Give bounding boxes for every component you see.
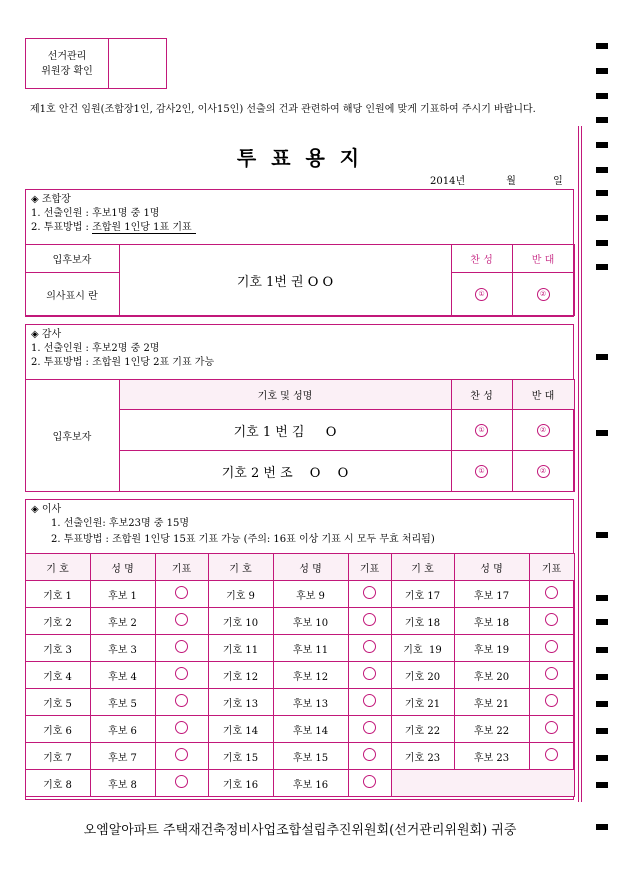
ballot-circle-icon[interactable] [545, 613, 558, 626]
director-rows [25, 581, 574, 797]
vote-cell[interactable] [155, 716, 208, 743]
ballot-circle-icon[interactable] [363, 694, 376, 707]
ballot-circle-icon[interactable] [363, 640, 376, 653]
candidate-name: 후보 2 [90, 608, 155, 635]
scan-mark [596, 264, 608, 270]
ballot-circle-icon[interactable] [175, 667, 188, 680]
scan-mark [596, 755, 608, 761]
vote-cell[interactable] [348, 662, 391, 689]
ballot-circle-icon[interactable] [363, 586, 376, 599]
candidate-name: 후보 4 [90, 662, 155, 689]
agree-vote-cell[interactable] [451, 410, 512, 451]
candidate-number: 기호 9 [208, 581, 273, 608]
vote-cell[interactable] [348, 635, 391, 662]
oppose-vote-cell[interactable] [512, 273, 574, 316]
date-day: 일 [553, 176, 563, 187]
col-no-header: 기 호 [208, 554, 273, 581]
vote-cell[interactable] [155, 635, 208, 662]
confirm-box [25, 38, 167, 89]
chairman-candidate: 기호 1번 권 O O [119, 245, 451, 316]
candidate-number: 기호 1 [25, 581, 90, 608]
intro-text: 제1호 안건 임원(조합장1인, 감사2인, 이사15인) 선출의 건과 관련하여 해당 인원에 맞게 기표하여 주시기 바랍니다. [30, 104, 536, 115]
scan-mark [596, 215, 608, 221]
scan-mark [596, 674, 608, 680]
vote-cell[interactable] [529, 581, 574, 608]
scan-mark [596, 43, 608, 49]
candidate-number: 기호 15 [208, 743, 273, 770]
candidate-name: 후보 1 [90, 581, 155, 608]
scan-mark [596, 68, 608, 74]
candidate-name: 후보 22 [454, 716, 529, 743]
scan-mark [596, 240, 608, 246]
candidate-name: 후보 3 [90, 635, 155, 662]
candidate-number: 기호 12 [208, 662, 273, 689]
candidate-name: 후보 8 [90, 770, 155, 797]
right-border-line [578, 126, 582, 802]
vote-cell[interactable] [529, 716, 574, 743]
ballot-circle-icon[interactable] [363, 748, 376, 761]
vote-cell[interactable] [529, 689, 574, 716]
candidate-name: 후보 14 [273, 716, 348, 743]
vote-cell[interactable] [529, 743, 574, 770]
candidate-name: 후보 11 [273, 635, 348, 662]
vote-cell[interactable] [348, 770, 391, 797]
auditor-section [25, 324, 574, 492]
auditor-oppose-header: 반 대 [512, 380, 574, 410]
ballot-circle-icon[interactable] [545, 640, 558, 653]
table-row [25, 635, 574, 662]
table-row [25, 662, 574, 689]
candidate-name: 후보 6 [90, 716, 155, 743]
candidate-name: 후보 18 [454, 608, 529, 635]
candidate-number: 기호 2 [25, 608, 90, 635]
oppose-vote-cell[interactable] [512, 410, 574, 451]
ballot-circle-icon[interactable] [545, 721, 558, 734]
ballot-circle-icon[interactable] [363, 667, 376, 680]
oppose-circle-icon[interactable]: ② [537, 465, 550, 478]
ballot-circle-icon[interactable] [363, 613, 376, 626]
vote-cell[interactable] [155, 662, 208, 689]
chairman-line2: 2. 투표방법 : 조합원 1인당 1표 기표 [31, 221, 573, 235]
confirm-label-line1: 선거관리 [47, 50, 87, 62]
table-row [25, 581, 574, 608]
scan-mark [596, 430, 608, 436]
scan-mark [596, 532, 608, 538]
candidate-name: 후보 17 [454, 581, 529, 608]
director-line1: 1. 선출인원: 후보23명 중 15명 [51, 518, 190, 529]
vote-cell[interactable] [348, 581, 391, 608]
auditor-name-header: 기호 및 성명 [119, 380, 451, 410]
table-row [25, 689, 574, 716]
director-table [25, 553, 575, 797]
agree-header: 찬 성 [451, 245, 512, 273]
scan-mark [596, 190, 608, 196]
oppose-circle-icon[interactable]: ② [537, 288, 550, 301]
candidate-number: 기호 20 [391, 662, 454, 689]
date-line [430, 172, 563, 187]
candidate-number: 기호 11 [208, 635, 273, 662]
candidate-number: 기호 23 [391, 743, 454, 770]
ballot-circle-icon[interactable] [175, 586, 188, 599]
ballot-circle-icon[interactable] [545, 694, 558, 707]
table-row [25, 608, 574, 635]
candidate-name: 후보 15 [273, 743, 348, 770]
auditor-line1: 1. 선출인원 : 후보2명 중 2명 [31, 343, 160, 354]
col-name-header: 성 명 [273, 554, 348, 581]
table-row [25, 770, 574, 797]
ballot-circle-icon[interactable] [175, 613, 188, 626]
director-heading: ◈ 이사 [31, 504, 62, 515]
director-line2: 2. 투표방법 : 조합원 1인당 15표 기표 가능 (주의: 16표 이상 기표 시 모두 무효 처리됨) [51, 534, 435, 545]
oppose-circle-icon[interactable]: ② [537, 424, 550, 437]
auditor-candidate-name: 기호 1 번 김 O [119, 410, 451, 451]
vote-cell[interactable] [348, 716, 391, 743]
chairman-table [25, 244, 575, 316]
date-month: 월 [506, 176, 516, 187]
agree-circle-icon[interactable]: ① [475, 288, 488, 301]
ballot-circle-icon[interactable] [175, 640, 188, 653]
candidate-name: 후보 19 [454, 635, 529, 662]
agree-vote-cell[interactable] [451, 451, 512, 492]
intent-label: 의사표시 란 [25, 273, 119, 316]
auditor-candidate-label: 입후보자 [25, 380, 119, 492]
ballot-circle-icon[interactable] [363, 775, 376, 788]
candidate-number: 기호 10 [208, 608, 273, 635]
candidate-name: 후보 5 [90, 689, 155, 716]
candidate-name: 후보 10 [273, 608, 348, 635]
candidate-name: 후보 9 [273, 581, 348, 608]
vote-cell[interactable] [155, 608, 208, 635]
scan-mark [596, 595, 608, 601]
ballot-circle-icon[interactable] [175, 721, 188, 734]
scan-mark [596, 701, 608, 707]
scan-mark [596, 824, 608, 830]
candidate-number: 기호 13 [208, 689, 273, 716]
confirm-signature-area[interactable] [109, 39, 166, 88]
vote-cell[interactable] [348, 689, 391, 716]
agree-circle-icon[interactable]: ① [475, 424, 488, 437]
vote-cell[interactable] [529, 608, 574, 635]
scan-mark [596, 728, 608, 734]
empty-cell [391, 770, 574, 797]
chairman-section [25, 189, 574, 317]
scan-mark [596, 167, 608, 173]
agree-vote-cell[interactable] [451, 273, 512, 316]
scan-mark [596, 117, 608, 123]
col-name-header: 성 명 [90, 554, 155, 581]
candidate-number: 기호 16 [208, 770, 273, 797]
agree-circle-icon[interactable]: ① [475, 465, 488, 478]
scan-mark [596, 93, 608, 99]
candidate-number: 기호 18 [391, 608, 454, 635]
auditor-agree-header: 찬 성 [451, 380, 512, 410]
candidate-number: 기호 22 [391, 716, 454, 743]
col-vote-header: 기표 [155, 554, 208, 581]
confirm-label-line2: 위원장 확인 [41, 65, 93, 77]
chairman-line1: 1. 선출인원 : 후보1명 중 1명 [31, 208, 160, 219]
candidate-name: 후보 20 [454, 662, 529, 689]
scan-mark [596, 647, 608, 653]
candidate-number: 기호 14 [208, 716, 273, 743]
ballot-circle-icon[interactable] [545, 586, 558, 599]
candidate-name: 후보 13 [273, 689, 348, 716]
candidate-number: 기호 5 [25, 689, 90, 716]
page-title: 투 표 용 지 [236, 146, 364, 170]
candidate-name: 후보 23 [454, 743, 529, 770]
oppose-header: 반 대 [512, 245, 574, 273]
candidate-number: 기호 7 [25, 743, 90, 770]
scan-mark [596, 354, 608, 360]
col-name-header: 성 명 [454, 554, 529, 581]
ballot-circle-icon[interactable] [363, 721, 376, 734]
candidate-name: 후보 7 [90, 743, 155, 770]
vote-cell[interactable] [348, 608, 391, 635]
candidate-name: 후보 12 [273, 662, 348, 689]
candidate-number: 기호 17 [391, 581, 454, 608]
vote-cell[interactable] [155, 770, 208, 797]
auditor-table [25, 379, 575, 492]
auditor-heading: ◈ 감사 [31, 329, 62, 340]
candidate-number: 기호 3 [25, 635, 90, 662]
vote-cell[interactable] [155, 743, 208, 770]
footer-text: 오엠알아파트 주택재건축정비사업조합설립추진위원회(선거관리위원회) 귀중 [83, 823, 517, 838]
candidate-label: 입후보자 [25, 245, 119, 273]
ballot-circle-icon[interactable] [545, 667, 558, 680]
scan-mark [596, 782, 608, 788]
table-row [25, 716, 574, 743]
date-year: 2014년 [430, 176, 466, 187]
candidate-number: 기호 19 [391, 635, 454, 662]
scan-mark [596, 142, 608, 148]
scan-mark [596, 619, 608, 625]
ballot-circle-icon[interactable] [175, 748, 188, 761]
vote-cell[interactable] [529, 662, 574, 689]
candidate-name: 후보 21 [454, 689, 529, 716]
vote-cell[interactable] [529, 635, 574, 662]
auditor-line2: 2. 투표방법 : 조합원 1인당 2표 기표 가능 [31, 357, 215, 368]
candidate-number: 기호 21 [391, 689, 454, 716]
ballot-circle-icon[interactable] [175, 694, 188, 707]
ballot-circle-icon[interactable] [545, 748, 558, 761]
col-no-header: 기 호 [391, 554, 454, 581]
vote-cell[interactable] [348, 743, 391, 770]
chairman-method-underlined: 조합원 1인당 1표 기표 [92, 222, 196, 234]
vote-cell[interactable] [155, 581, 208, 608]
confirm-box-label [26, 39, 109, 88]
col-vote-header: 기표 [529, 554, 574, 581]
col-vote-header: 기표 [348, 554, 391, 581]
oppose-vote-cell[interactable] [512, 451, 574, 492]
col-no-header: 기 호 [25, 554, 90, 581]
auditor-candidate-name: 기호 2 번 조 O O [119, 451, 451, 492]
candidate-number: 기호 6 [25, 716, 90, 743]
candidate-number: 기호 8 [25, 770, 90, 797]
director-section [25, 499, 574, 800]
chairman-heading: ◈ 조합장 [31, 194, 71, 205]
ballot-circle-icon[interactable] [175, 775, 188, 788]
candidate-number: 기호 4 [25, 662, 90, 689]
table-row [25, 743, 574, 770]
vote-cell[interactable] [155, 689, 208, 716]
candidate-name: 후보 16 [273, 770, 348, 797]
